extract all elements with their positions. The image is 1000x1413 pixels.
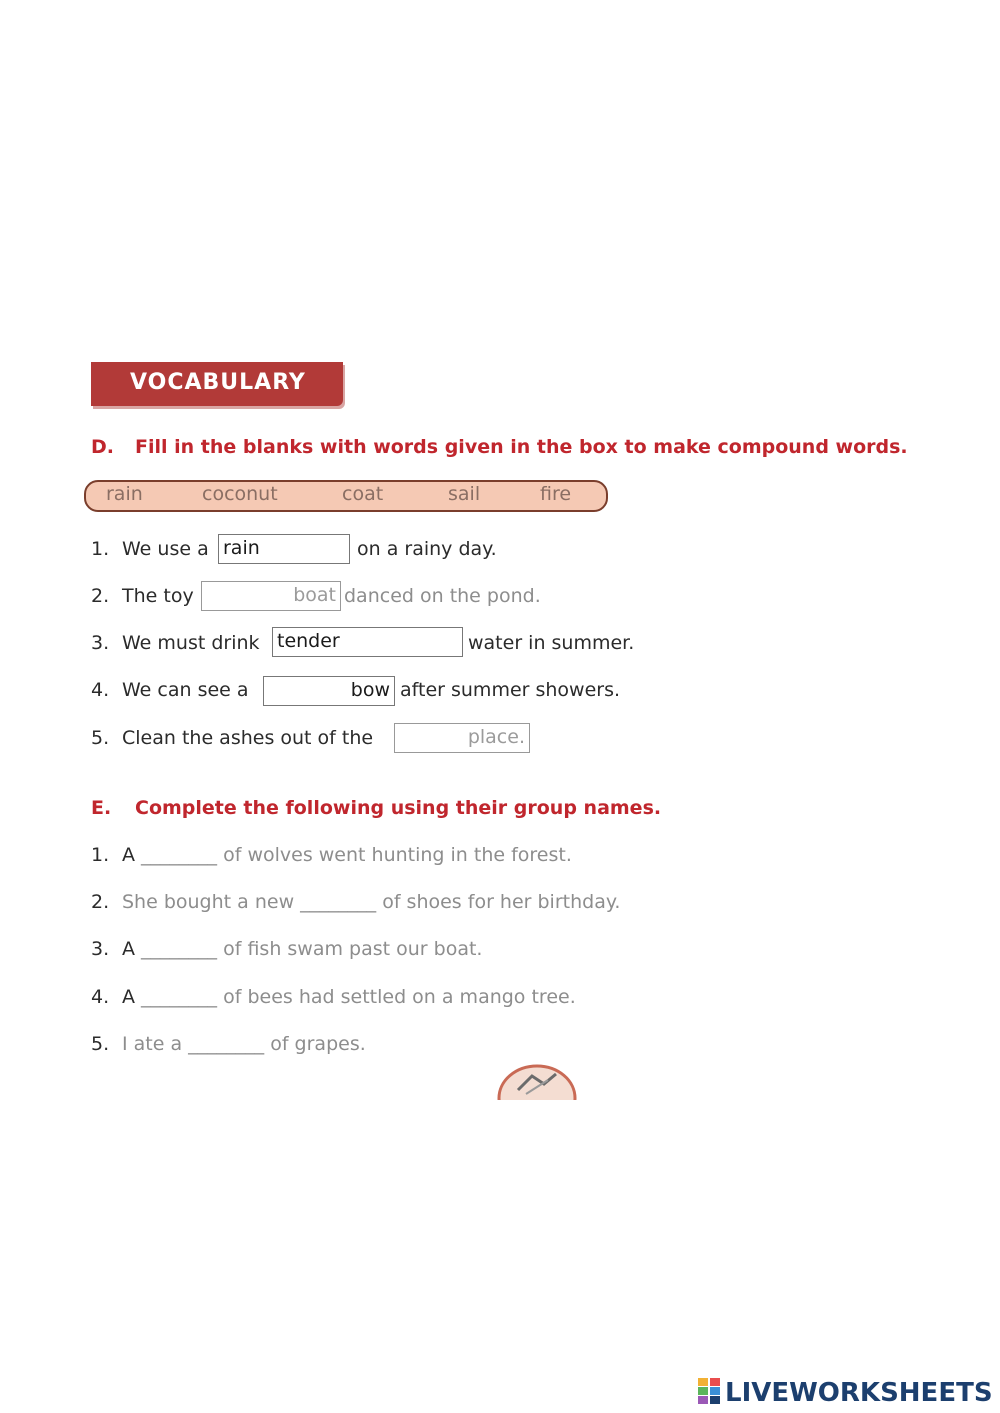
item-number: 4. <box>91 679 110 701</box>
item-text-after: of shoes for her birthday. <box>382 891 621 913</box>
d-item-5 <box>91 725 373 751</box>
item-text-before: We must drink <box>122 632 260 654</box>
e-item-2 <box>91 889 620 915</box>
section-e-instruction: Complete the following using their group names. <box>135 797 662 819</box>
blank-line[interactable]: ________ <box>188 1033 265 1055</box>
item-text-before: I ate a <box>122 1033 183 1055</box>
item-text-after: of grapes. <box>270 1033 366 1055</box>
item-text-before: We use a <box>122 538 209 560</box>
d-item-4 <box>91 677 249 703</box>
item-text-after: danced on the pond. <box>344 585 541 607</box>
word-box-item: coconut <box>202 483 278 505</box>
liveworksheets-brand <box>697 1376 993 1410</box>
blank-line[interactable]: ________ <box>141 844 218 866</box>
answer-field-d4[interactable]: bow <box>263 676 395 706</box>
item-number: 3. <box>91 938 110 960</box>
item-text-before: A <box>122 938 135 960</box>
d-item-2 <box>91 583 194 609</box>
word-box-item: sail <box>448 483 481 505</box>
item-text-before: Clean the ashes out of the <box>122 727 374 749</box>
brand-name: LIVEWORKSHEETS <box>725 1378 993 1408</box>
e-item-4 <box>91 984 576 1010</box>
blank-line[interactable]: ________ <box>141 938 218 960</box>
item-text-before: A <box>122 986 135 1008</box>
item-number: 3. <box>91 632 110 654</box>
word-box-item: fire <box>540 483 572 505</box>
vocabulary-title: VOCABULARY <box>130 370 306 395</box>
item-text-before: We can see a <box>122 679 249 701</box>
item-number: 2. <box>91 891 110 913</box>
liveworksheets-logo-icon <box>697 1376 721 1410</box>
item-number: 1. <box>91 538 110 560</box>
item-number: 5. <box>91 1033 110 1055</box>
section-d-letter: D. <box>91 436 114 458</box>
item-text-after: of wolves went hunting in the forest. <box>223 844 572 866</box>
answer-field-d2[interactable]: boat <box>201 581 341 611</box>
word-box-item: rain <box>106 483 143 505</box>
item-text-before: The toy <box>122 585 194 607</box>
d-item-1 <box>91 536 209 562</box>
answer-field-d5[interactable]: place. <box>394 723 530 753</box>
item-number: 2. <box>91 585 110 607</box>
item-text-before: A <box>122 844 135 866</box>
item-number: 5. <box>91 727 110 749</box>
blank-line[interactable]: ________ <box>141 986 218 1008</box>
item-text-after: after summer showers. <box>400 679 621 701</box>
item-text-after: of fish swam past our boat. <box>223 938 483 960</box>
word-box-item: coat <box>342 483 384 505</box>
answer-field-d3[interactable]: tender <box>272 627 463 657</box>
item-number: 1. <box>91 844 110 866</box>
item-text-after: of bees had settled on a mango tree. <box>223 986 576 1008</box>
blank-line[interactable]: ________ <box>300 891 377 913</box>
section-d-heading <box>91 436 908 458</box>
item-text-after: on a rainy day. <box>357 538 497 560</box>
item-number: 4. <box>91 986 110 1008</box>
section-d-instruction: Fill in the blanks with words given in the box to make compound words. <box>135 436 908 458</box>
item-text-after: water in summer. <box>468 632 635 654</box>
e-item-5 <box>91 1031 366 1057</box>
d-item-3 <box>91 630 260 656</box>
section-e-letter: E. <box>91 797 112 819</box>
item-text-before: She bought a new <box>122 891 295 913</box>
e-item-1 <box>91 842 572 868</box>
e-item-3 <box>91 936 482 962</box>
decorative-emblem-icon <box>496 1060 578 1100</box>
answer-field-d1[interactable]: rain <box>218 534 350 564</box>
section-e-heading <box>91 797 661 819</box>
